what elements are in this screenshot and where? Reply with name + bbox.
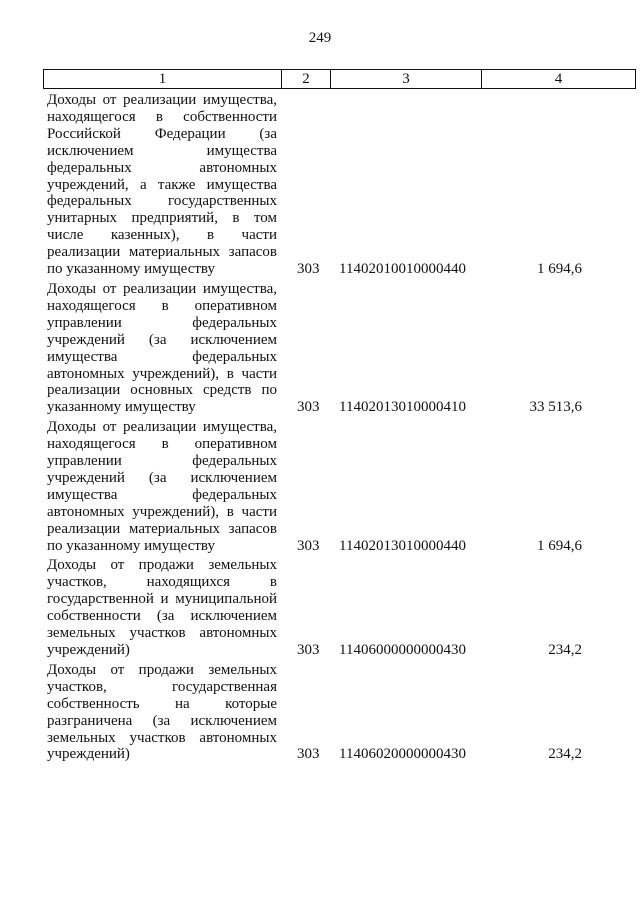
row-admin-code: 303: [297, 746, 320, 763]
row-budget-code: 11402013010000440: [339, 537, 466, 554]
row-description: Доходы от реализации имущества, находящегося в оперативном управлении федеральных учреждений (за исключением имущества федеральных автономных учреждений), в части реализации материальных запасов по указанному имуществу: [47, 419, 277, 554]
row-amount: 234,2: [548, 746, 582, 763]
row-amount: 1 694,6: [537, 261, 582, 278]
revenue-rows: [0, 92, 640, 766]
row-amount: 234,2: [548, 642, 582, 658]
column-header-table: [43, 69, 636, 89]
table-row: [0, 557, 640, 658]
row-description: Доходы от реализации имущества, находящегося в собственности Российской Федерации (за исключением имущества федеральных автономных учреждений, а также имущества федеральных государственных унитарных предприятий, в том числе казенных), в части реализации материальных запасов по указанному имуществу: [47, 92, 277, 278]
row-admin-code: 303: [297, 399, 320, 416]
row-budget-code: 11406000000000430: [339, 642, 466, 658]
row-description: Доходы от продажи земельных участков, находящихся в государственной и муниципальной собственности (за исключением земельных участков автономных учреждений): [47, 557, 277, 658]
table-row: [0, 281, 640, 416]
column-header-1: 1: [44, 70, 282, 89]
row-amount: 1 694,6: [537, 537, 582, 554]
column-header-2: 2: [282, 70, 331, 89]
column-header-3: 3: [331, 70, 482, 89]
row-budget-code: 11402010010000440: [339, 261, 466, 278]
row-budget-code: 11406020000000430: [339, 746, 466, 763]
row-budget-code: 11402013010000410: [339, 399, 466, 416]
page-number: 249: [308, 30, 332, 46]
table-row: [0, 92, 640, 278]
row-amount: 33 513,6: [529, 399, 582, 416]
row-admin-code: 303: [297, 261, 320, 278]
row-admin-code: 303: [297, 537, 320, 554]
row-description: Доходы от реализации имущества, находящегося в оперативном управлении федеральных учреждений (за исключением имущества федеральных автономных учреждений), в части реализации основных средств по указанному имуществу: [47, 280, 277, 416]
column-header-row: [44, 70, 636, 89]
table-row: [0, 419, 640, 554]
column-header-4: 4: [482, 70, 636, 89]
row-admin-code: 303: [297, 642, 320, 658]
row-description: Доходы от продажи земельных участков, государственная собственность на которые разграничена (за исключением земельных участков автономных учреждений): [47, 661, 277, 763]
table-row: [0, 662, 640, 763]
